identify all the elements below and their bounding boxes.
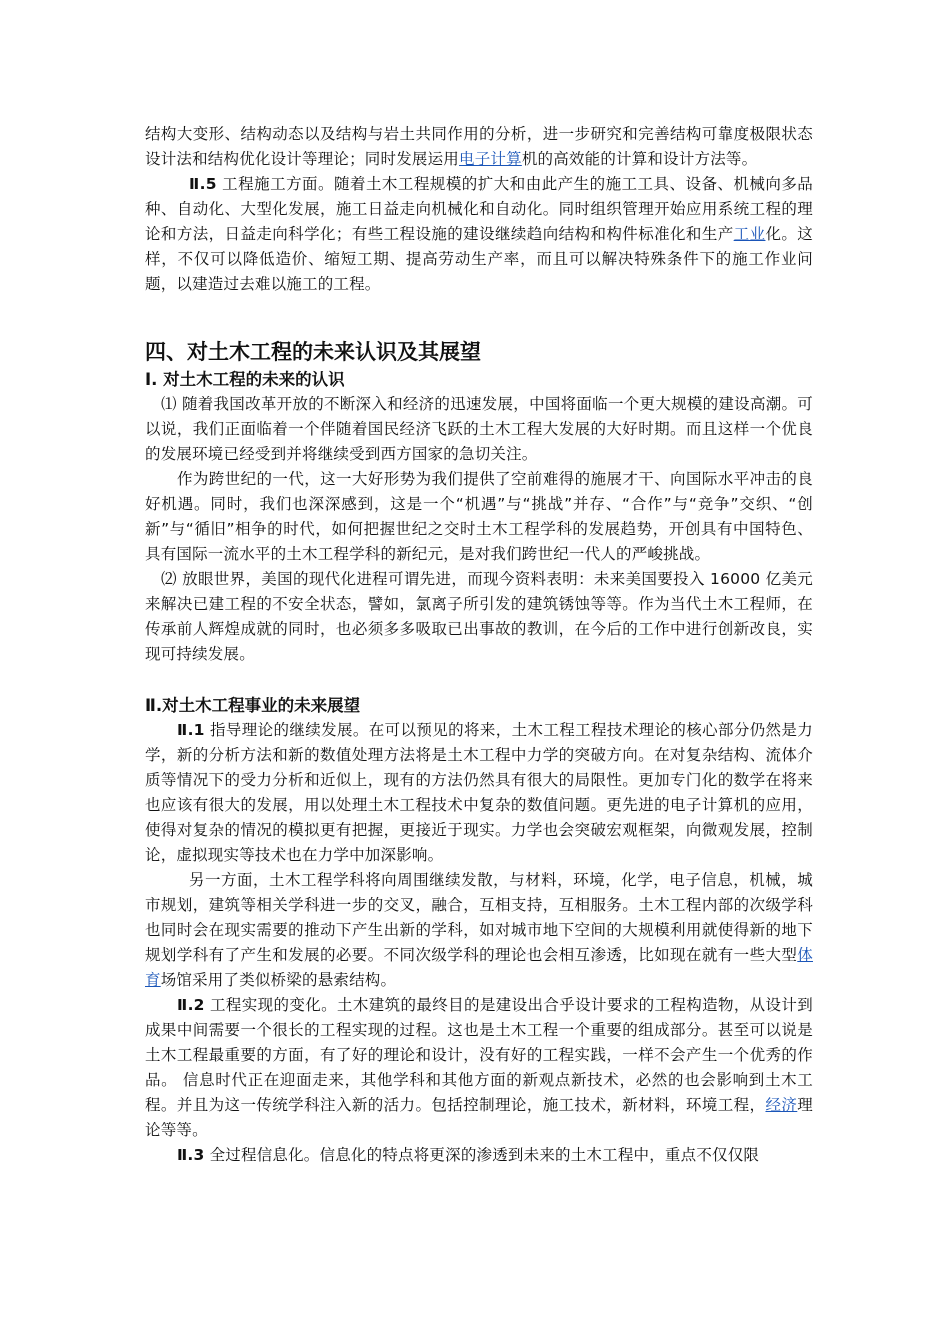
subsection-heading-future-understanding: Ⅰ. 对土木工程的未来的认识 [145, 370, 345, 389]
paragraph-construction: Ⅱ.5 工程施工方面。随着土木工程规模的扩大和由此产生的施工工具、设备、机械向多品种、自动化、大型化发展，施工日益走向机械化和自动化。同时组织管理开始应用系统工程的理论和方法，日益走向科学化；有些工程设施的建设继续趋向结构和构件标准化和生产工业化。这样，不仅可以降低造价、缩短工期、提高劳动生产率，而且可以解决特殊条件下的施工作业问题，以建造过去难以施工的工程。 [145, 175, 814, 293]
link-industry[interactable]: 工业 [733, 225, 766, 243]
item-label: Ⅱ.5 [189, 175, 217, 193]
link-economy[interactable]: 经济 [765, 1096, 798, 1114]
subsection-heading-future-outlook: Ⅱ.对土木工程事业的未来展望 [145, 696, 361, 715]
item-label: Ⅱ.1 [177, 721, 205, 739]
paragraph-cross-century: 作为跨世纪的一代，这一大好形势为我们提供了空前难得的施展才干、向国际水平冲击的良好机遇。同时，我们也深深感到，这是一个“机遇”与“挑战”并存、“合作”与“竞争”交织、“创新”与“循旧”相争的时代，如何把握世纪之交时土木工程学科的发展趋势，开创具有中国特色、具有国际一流水平的土木工程学科的新纪元，是对我们跨世纪一代人的严峻挑战。 [145, 470, 813, 563]
paragraph-china-development: ⑴ 随着我国改革开放的不断深入和经济的迅速发展，中国将面临一个更大规模的建设高潮。可以说，我们正面临着一个伴随着国民经济飞跃的土木工程大发展的大好时期。而且这样一个优良的发展环境已经受到并将继续受到西方国家的急切关注。 [145, 395, 813, 463]
link-sports[interactable]: 体育 [145, 946, 813, 989]
paragraph-informatization: Ⅱ.3 全过程信息化。信息化的特点将更深的渗透到未来的土木工程中，重点不仅仅限 [177, 1146, 760, 1164]
item-label: Ⅱ.2 [177, 996, 205, 1014]
link-electronic-computer[interactable]: 电子计算 [459, 150, 522, 168]
paragraph-engineering-realization: Ⅱ.2 工程实现的变化。土木建筑的最终目的是建设出合乎设计要求的工程构造物，从设计到成果中间需要一个很长的工程实现的过程。这也是土木工程一个重要的组成部分。甚至可以说是土木工程最重要的方面，有了好的理论和设计，没有好的工程实践，一样不会产生一个优秀的作品。 信息时代正在迎面走来，其他学科和其他方面的新观点新技术，必然的也会影响到土木工程。并且为这一传统学科注入新的活力。包括控制理论，施工技术，新材料，环境工程，经济理论等等。 [145, 996, 814, 1139]
document-page [145, 122, 813, 1168]
paragraph-structure-analysis: 结构大变形、结构动态以及结构与岩土共同作用的分析，进一步研究和完善结构可靠度极限状态设计法和结构优化设计等理论；同时发展运用电子计算机的高效能的计算和设计方法等。 [145, 125, 813, 168]
section-heading: 四、对土木工程的未来认识及其展望 [145, 340, 481, 364]
paragraph-discipline-crossing: 另一方面，土木工程学科将向周围继续发散，与材料，环境，化学，电子信息，机械，城市规划，建筑等相关学科进一步的交叉，融合，互相支持，互相服务。土木工程内部的次级学科也同时会在现实需要的推动下产生出新的学科，如对城市地下空间的大规模利用就使得新的地下规划学科有了产生和发展的必要。不同次级学科的理论也会相互渗透，比如现在就有一些大型体育场馆采用了类似桥梁的悬索结构。 [145, 871, 813, 989]
item-label: Ⅱ.3 [177, 1146, 205, 1164]
paragraph-theory-development: Ⅱ.1 指导理论的继续发展。在可以预见的将来，土木工程工程技术理论的核心部分仍然是力学，新的分析方法和新的数值处理方法将是土木工程中力学的突破方向。在对复杂结构、流体介质等情况下的受力分析和近似上，现有的方法仍然具有很大的局限性。更加专门化的数学在将来也应该有很大的发展，用以处理土木工程技术中复杂的数值问题。更先进的电子计算机的应用，使得对复杂的情况的模拟更有把握，更接近于现实。力学也会突破宏观框架，向微观发展，控制论，虚拟现实等技术也在力学中加深影响。 [145, 721, 814, 864]
paragraph-world-view: ⑵ 放眼世界，美国的现代化进程可谓先进，而现今资料表明：未来美国要投入 16000 亿美元来解决已建工程的不安全状态，譬如，氯离子所引发的建筑锈蚀等等。作为当代土木工程师，在传承前人辉煌成就的同时，也必须多多吸取已出事故的教训，在今后的工作中进行创新改良，实现可持续发展。 [145, 570, 813, 663]
